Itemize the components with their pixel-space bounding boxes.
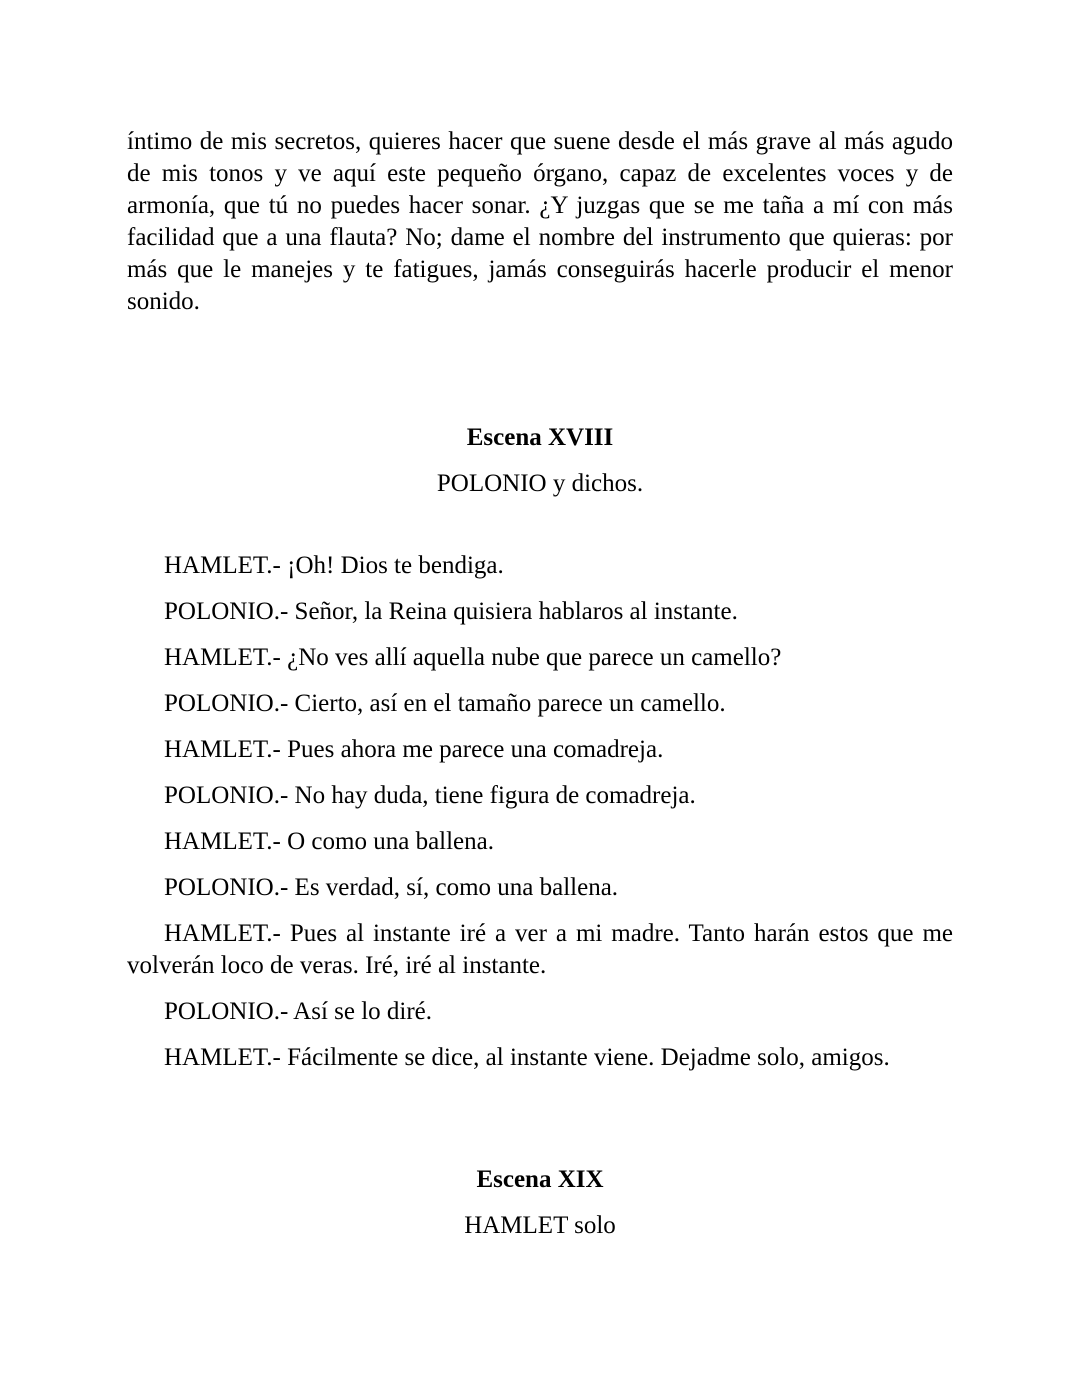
scene-19 (127, 1164, 953, 1242)
scene-title: Escena XIX (476, 1166, 604, 1193)
scene-cast: POLONIO y dichos. (436, 470, 644, 497)
document-page (127, 126, 953, 1242)
dialogue-line: POLONIO.- Así se lo diré. (164, 998, 433, 1025)
dialogue-line: HAMLET.- ¡Oh! Dios te bendiga. (164, 552, 504, 579)
opening-paragraph: íntimo de mis secretos, quieres hacer que suene desde el más grave al más agudo de mis tonos y ve aquí este pequeño órgano, capaz de excelentes voces y de armonía, que tú no puedes hacer sonar. ¿Y juzgas que se me taña a mí con más facilidad que a una flauta? No; dame el nombre del instrumento que quieras: por más que le manejes y te fatigues, jamás conseguirás hacerle producir el menor sonido. (127, 128, 953, 315)
dialogue-line: HAMLET.- ¿No ves allí aquella nube que parece un camello? (164, 644, 782, 671)
scene-18 (127, 422, 953, 1074)
dialogue-line: POLONIO.- Es verdad, sí, como una ballena. (164, 874, 619, 901)
scene-title: Escena XVIII (466, 424, 614, 451)
scene-cast: HAMLET solo (464, 1212, 616, 1239)
dialogue-line: POLONIO.- Cierto, así en el tamaño parece un camello. (164, 690, 726, 717)
dialogue-line: POLONIO.- Señor, la Reina quisiera hablaros al instante. (164, 598, 738, 625)
dialogue-line: HAMLET.- O como una ballena. (164, 828, 494, 855)
dialogue-line: HAMLET.- Pues ahora me parece una comadreja. (164, 736, 664, 763)
dialogue (127, 550, 953, 1074)
dialogue-line: HAMLET.- Fácilmente se dice, al instante viene. Dejadme solo, amigos. (164, 1044, 890, 1071)
dialogue-line: HAMLET.- Pues al instante iré a ver a mi madre. Tanto harán estos que me volverán loco de veras. Iré, iré al instante. (127, 920, 953, 979)
dialogue-line: POLONIO.- No hay duda, tiene figura de comadreja. (164, 782, 696, 809)
